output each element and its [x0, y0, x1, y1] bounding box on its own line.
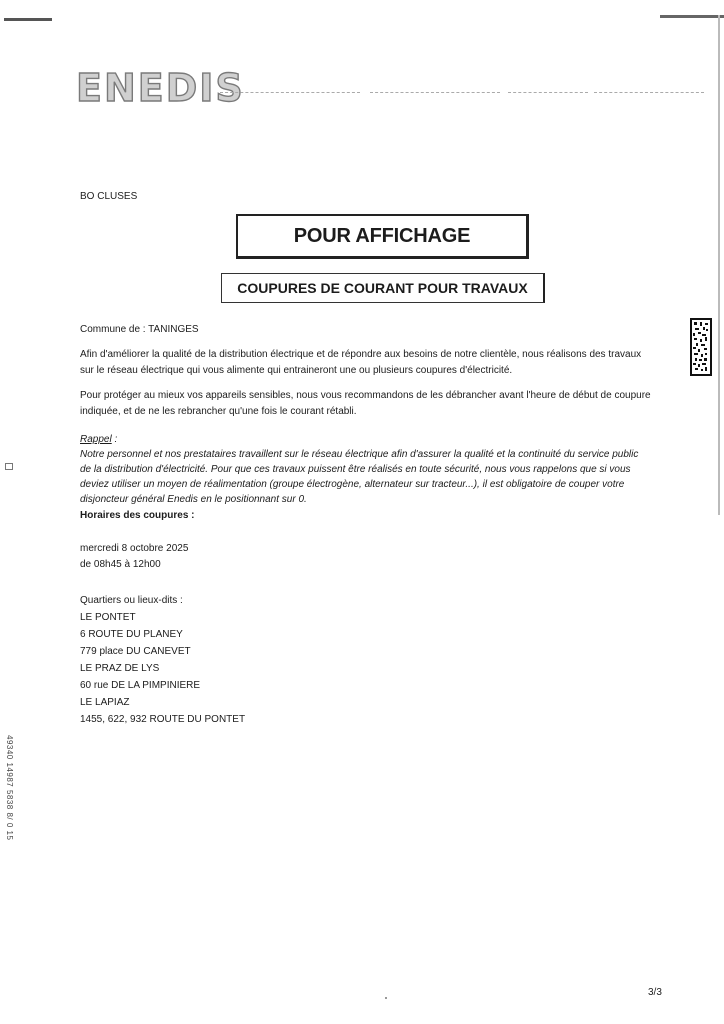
commune-line: Commune de : TANINGES — [80, 324, 199, 335]
reminder-block — [80, 432, 660, 507]
area-item: 60 rue DE LA PIMPINIERE — [80, 680, 201, 691]
protect-line: indiquée, et de ne les rebrancher qu'une fois le courant rétabli. — [80, 406, 357, 417]
intro-line: sur le réseau électrique qui vous alimente qui entraineront une ou plusieurs coupures d'électricité. — [80, 365, 513, 376]
area-item: 779 place DU CANEVET — [80, 646, 191, 657]
reminder-suffix: : — [111, 434, 118, 445]
intro-paragraph — [80, 347, 660, 379]
scan-speck — [385, 997, 387, 999]
schedule-date: mercredi 8 octobre 2025 — [80, 543, 189, 554]
area-item: LE PONTET — [80, 612, 136, 623]
side-reference-code: 49340 14987 5838 8/ 0 15 — [5, 735, 14, 841]
protect-paragraph — [80, 388, 660, 420]
office-name: BO CLUSES — [80, 191, 138, 202]
reminder-line: disjoncteur général Enedis en le positionnant sur 0. — [80, 494, 307, 505]
schedule-time: de 08h45 à 12h00 — [80, 559, 161, 570]
area-item: 6 ROUTE DU PLANEY — [80, 629, 183, 640]
schedule-heading: Horaires des coupures : — [80, 510, 195, 521]
scan-edge-mark — [4, 18, 52, 21]
scan-edge-mark — [660, 15, 724, 18]
area-item: LE LAPIAZ — [80, 697, 130, 708]
header-rule — [508, 92, 588, 93]
scan-mark — [5, 463, 13, 470]
page-number: 3/3 — [648, 987, 662, 998]
header-rule — [594, 92, 704, 93]
reminder-line: deviez utiliser un moyen de réalimentation (groupe électrogène, alternateur sur tracteur...), il est obligatoire de couper votre — [80, 479, 625, 490]
header-rule — [220, 92, 360, 93]
logo-text: ENEDIS — [76, 66, 245, 110]
enedis-logo — [76, 68, 245, 108]
datamatrix-code — [690, 318, 712, 376]
reminder-line: Notre personnel et nos prestataires travaillent sur le réseau électrique afin d'assurer la qualité et la continuité du service public — [80, 449, 639, 460]
areas-heading: Quartiers ou lieux-dits : — [80, 595, 183, 606]
areas-block — [80, 592, 660, 728]
protect-line: Pour protéger au mieux vos appareils sensibles, nous vous recommandons de les débrancher avant l'heure de début de coupure — [80, 390, 651, 401]
subject-title-box — [221, 273, 545, 303]
reminder-line: de la distribution d'électricité. Pour que ces travaux puissent être réalisés en toute sécurité, nous vous rappelons que si vous — [80, 464, 631, 475]
header-rule — [370, 92, 500, 93]
intro-line: Afin d'améliorer la qualité de la distribution électrique et de répondre aux besoins de notre clientèle, nous réalisons des travaux — [80, 349, 642, 360]
area-item: 1455, 622, 932 ROUTE DU PONTET — [80, 714, 246, 725]
area-item: LE PRAZ DE LYS — [80, 663, 160, 674]
display-title: POUR AFFICHAGE — [293, 224, 471, 247]
schedule-block — [80, 541, 660, 573]
scan-edge-line — [718, 15, 720, 515]
subject-title: COUPURES DE COURANT POUR TRAVAUX — [237, 280, 528, 296]
reminder-label: Rappel — [80, 434, 112, 445]
reminder-heading — [80, 432, 660, 447]
display-title-box — [236, 214, 529, 259]
